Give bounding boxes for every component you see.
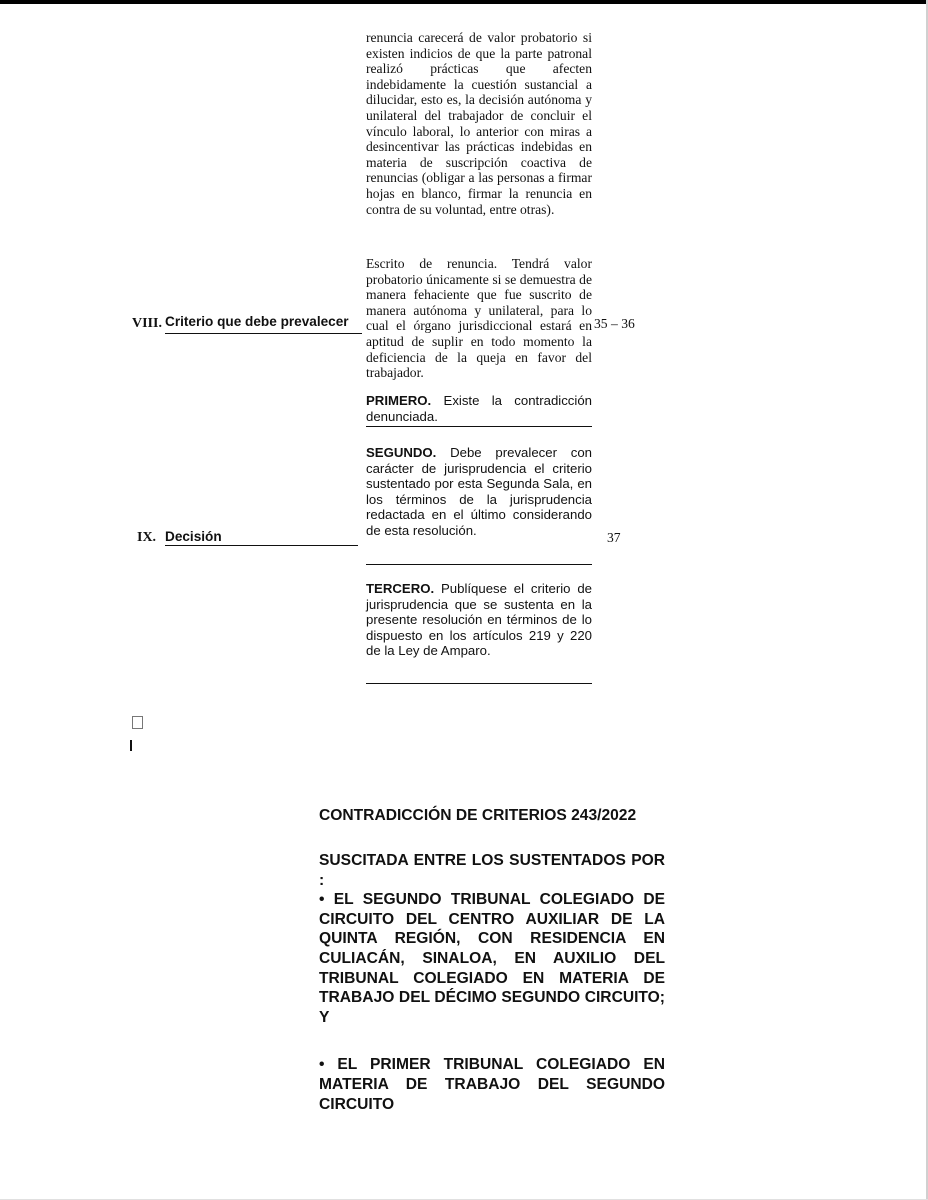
row-ix-tercero-underline xyxy=(366,683,592,684)
row-ix-tercero xyxy=(366,581,592,659)
page-top-border xyxy=(0,0,928,4)
text-cursor-icon xyxy=(130,740,132,751)
row-ix-pages: 37 xyxy=(607,530,621,545)
segundo-label: SEGUNDO. xyxy=(366,445,437,460)
row-viii-pages: 35 – 36 xyxy=(594,316,635,331)
row-ix-segundo-underline xyxy=(366,564,592,565)
row-viii-number: VIII. xyxy=(132,316,162,331)
cover-title xyxy=(319,806,665,826)
row-ix-primero xyxy=(366,393,592,424)
tercero-text: Publíquese el criterio de jurisprudencia que se sustenta en la presente resolución en términos de lo dispuesto en los artículos 219 y 220 de la Ley de Amparo. xyxy=(366,581,592,659)
row-ix-segundo xyxy=(366,445,592,539)
segundo-text: Debe prevalecer con carácter de jurisprudencia el criterio sustentado por esta Segunda Sala, en los términos de la jurisprudencia redactada en el último considerando de esta resolución. xyxy=(366,445,592,538)
row-viii-title: Criterio que debe prevalecer xyxy=(165,314,349,329)
cover-parties xyxy=(319,851,665,1114)
row-ix-title-underline xyxy=(165,545,358,546)
primero-label: PRIMERO. xyxy=(366,393,432,408)
row-viii-text-escrito: Escrito de renuncia. Tendrá valor probatorio únicamente si se demuestra de manera fehaciente que fue suscrito de manera autónoma y unilateral, para lo cual el órgano jurisdiccional estará en aptitud de suplir en todo momento la deficiencia de la queja en favor del trabajador. xyxy=(366,256,592,381)
tercero-label: TERCERO. xyxy=(366,581,435,596)
cover-party-1: • EL SEGUNDO TRIBUNAL COLEGIADO DE CIRCUITO DEL CENTRO AUXILIAR DE LA QUINTA REGIÓN, CON RESIDENCIA EN CULIACÁN, SINALOA, EN AUXILIO DEL TRIBUNAL COLEGIADO EN MATERIA DE TRABAJO DEL DÉCIMO SEGUNDO CIRCUITO; Y xyxy=(319,891,665,1026)
row-viii-text-continuation: renuncia carecerá de valor probatorio si existen indicios de que la parte patronal realizó prácticas que afecten indebidamente la cuestión sustancial a dilucidar, esto es, la decisión autónoma y unilateral del trabajador de concluir el vínculo laboral, lo anterior con miras a desincentivar las prácticas indebidas en materia de suscripción coactiva de renuncias (obligar a las personas a firmar hojas en blanco, firmar la renuncia en contra de su voluntad, entre otras). xyxy=(366,30,592,217)
row-viii-title-underline xyxy=(165,333,362,334)
cover-between: SUSCITADA ENTRE LOS SUSTENTADOS POR : xyxy=(319,852,665,889)
primero-text: Existe la contradicción denunciada. xyxy=(366,393,592,424)
cover-party-2: • EL PRIMER TRIBUNAL COLEGIADO EN MATERIA DE TRABAJO DEL SEGUNDO CIRCUITO xyxy=(319,1056,665,1113)
row-ix-primero-underline xyxy=(366,426,592,427)
row-ix-title: Decisión xyxy=(165,529,222,544)
checkbox-icon[interactable] xyxy=(132,716,143,729)
row-ix-number: IX. xyxy=(137,530,157,545)
cover-title-text: CONTRADICCIÓN DE CRITERIOS 243/2022 xyxy=(319,807,637,824)
